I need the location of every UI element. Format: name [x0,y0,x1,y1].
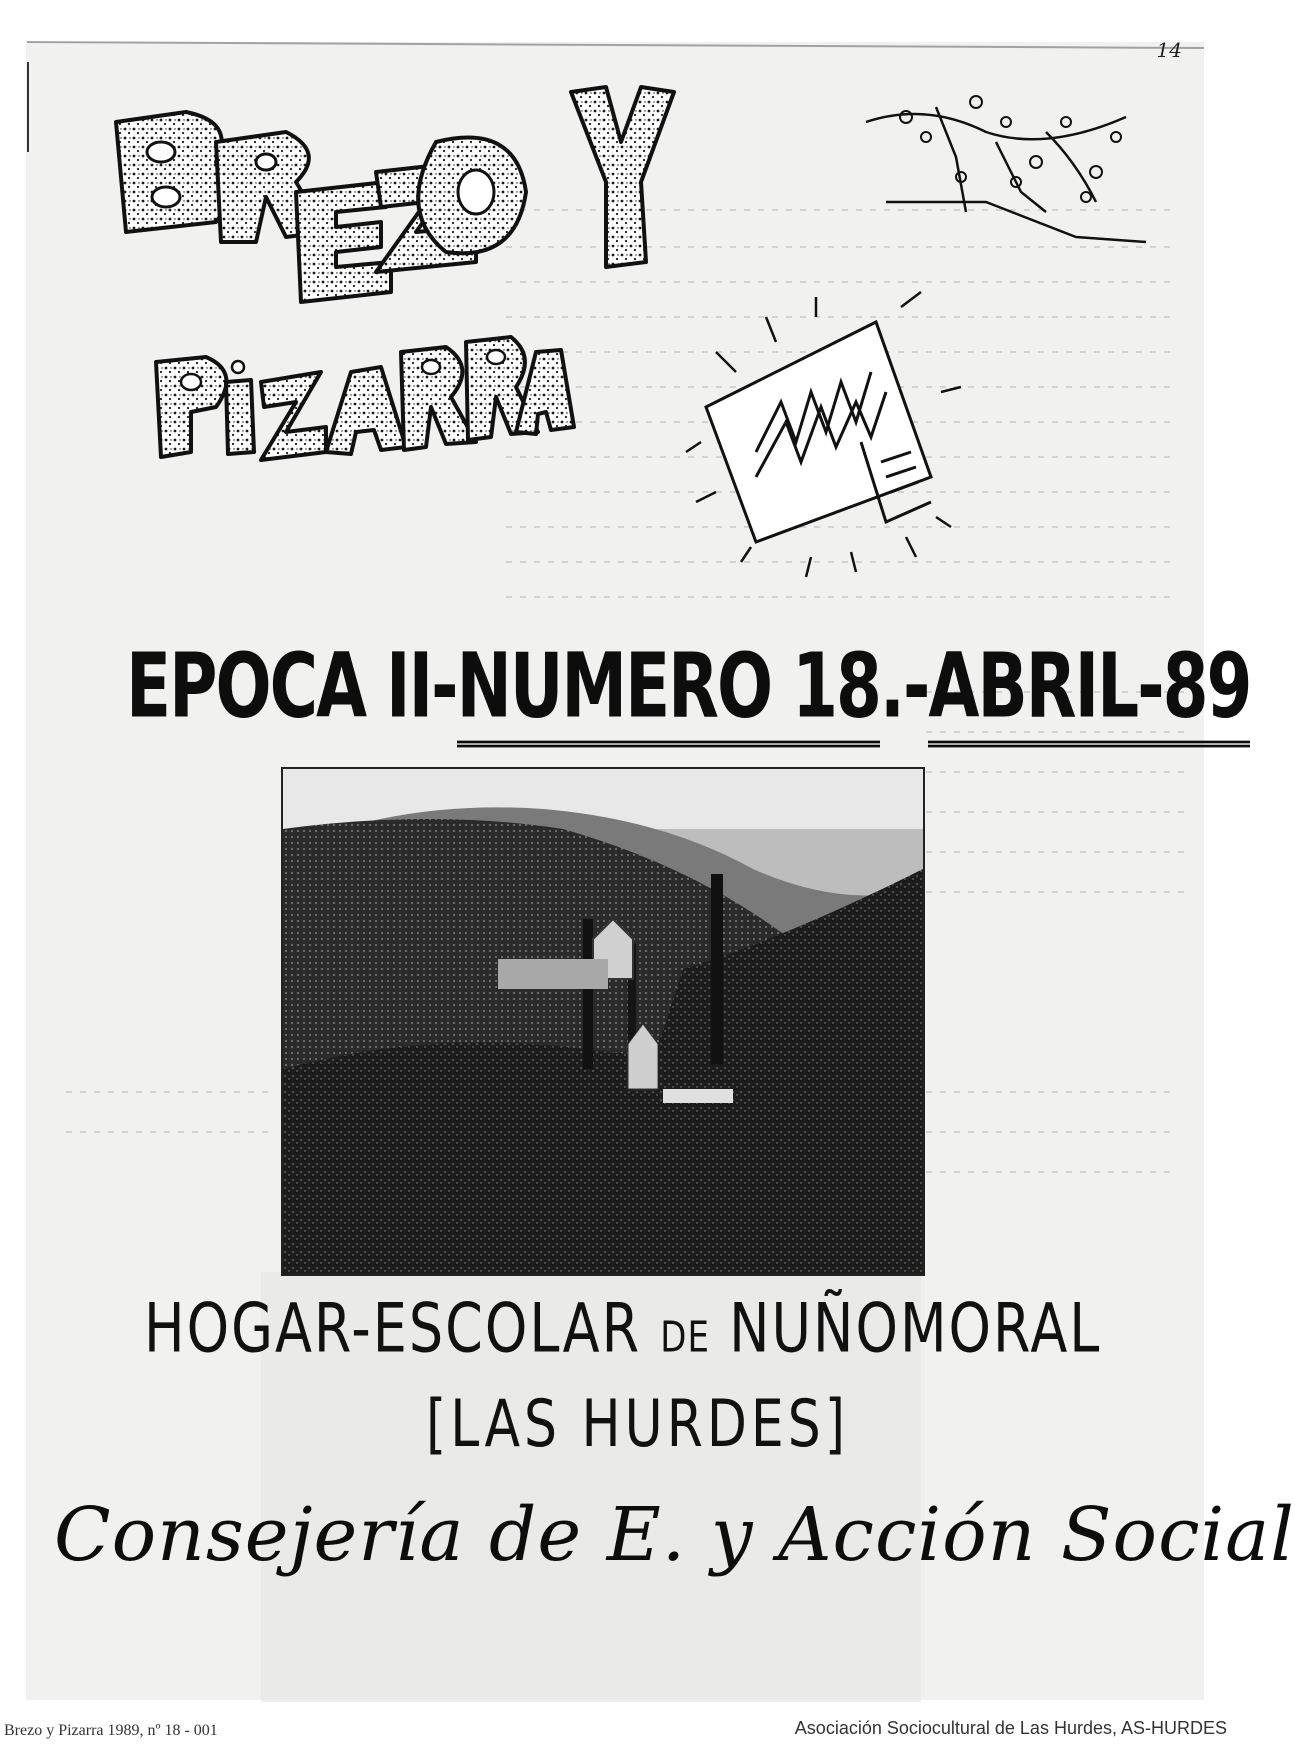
footer-citation: Brezo y Pizarra 1989, nº 18 - 001 [4,1722,218,1739]
footer-publisher: Asociación Sociocultural de Las Hurdes, AS-HURDES [794,1718,1227,1738]
school-name [144,1289,1144,1368]
slate-drawing [686,292,966,592]
issue-line [126,634,1251,738]
scanned-page [26,38,1295,1700]
epoca-label: EPOCA II [126,634,432,738]
issue-separator: - [431,634,457,738]
institution-label: Consejería de E. y Acción Social [54,1492,1295,1578]
page-number: 14 [1156,38,1182,62]
numero-label: NUMERO 18 [457,634,880,747]
school-name-part1: HOGAR-ESCOLAR [144,1289,642,1368]
pizarra-title-lettering [146,312,576,482]
heather-branch-drawing [846,62,1146,252]
y-title-lettering [566,82,676,272]
location-label: [LAS HURDES] [426,1387,850,1462]
school-name-part3: NUÑOMORAL [729,1289,1102,1368]
brezo-title-lettering [96,82,536,322]
date-label: ABRIL-89 [928,634,1250,747]
valley-photo [281,767,925,1276]
school-name-part2: DE [660,1312,710,1363]
issue-separator-2: .- [879,634,929,738]
